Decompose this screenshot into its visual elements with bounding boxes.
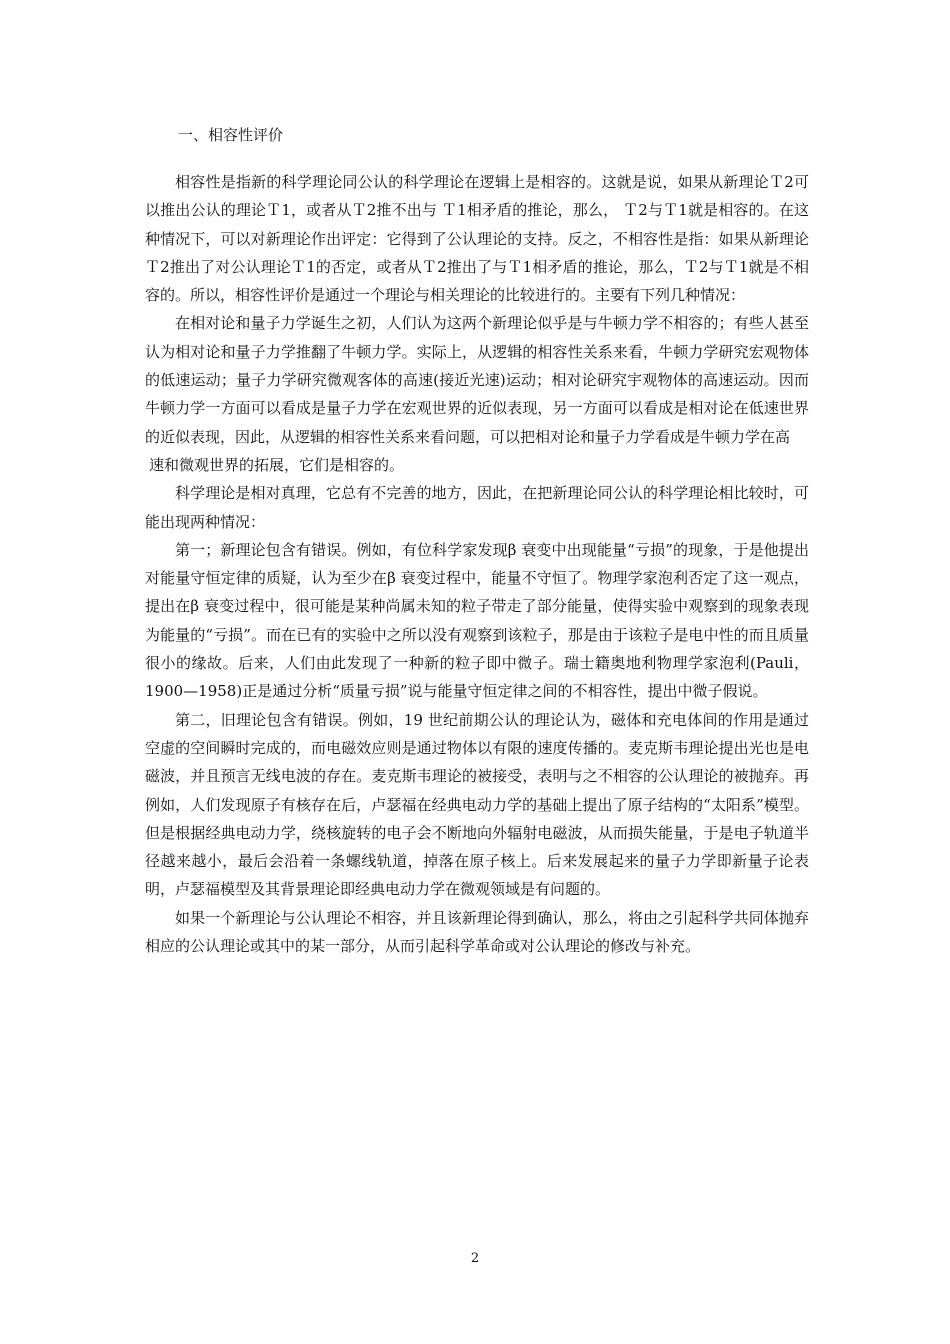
paragraph-case-two: 第二，旧理论包含有错误。例如，19 世纪前期公认的理论认为，磁体和充电体间的作用是通过空虚的空间瞬时完成的，而电磁效应则是通过物体以有限的速度传播的。麦克斯韦理论提出光也是电磁波，并且预言无线电波的存在。麦克斯韦理论的被接受，表明与之不相容的公认理论的被抛弃。再例如，人们发现原子有核存在后，卢瑟福在经典电动力学的基础上提出了原子结构的“太阳系”模型。但是根据经典电动力学，绕核旋转的电子会不断地向外辐射电磁波，从而损失能量，于是电子轨道半径越来越小，最后会沿着一条螺线轨道，掉落在原子核上。后来发展起来的量子力学即新量子论表明，卢瑟福模型及其背景理论即经典电动力学在微观领域是有问题的。 bbox=[145, 710, 809, 899]
paragraph-relativity-quantum: 在相对论和量子力学诞生之初，人们认为这两个新理论似乎是与牛顿力学不相容的；有些人甚至认为相对论和量子力学推翻了牛顿力学。实际上，从逻辑的相容性关系来看，牛顿力学研究宏观物体的低速运动；量子力学研究微观客体的高速(接近光速)运动；相对论研究宇观物体的高速运动。因而牛顿力学一方面可以看成是量子力学在宏观世界的近似表现，另一方面可以看成是相对论在低速世界的近似表现，因此，从逻辑的相容性关系来看问题，可以把相对论和量子力学看成是牛顿力学在高 bbox=[145, 314, 809, 446]
paragraph-compatibility-definition: 相容性是指新的科学理论同公认的科学理论在逻辑上是相容的。这就是说，如果从新理论Ｔ2可以推出公认的理论Ｔ1，或者从Ｔ2推不出与 Ｔ1相矛盾的推论，那么， Ｔ2与Ｔ1就是相容的。在这种情况下，可以对新理论作出评定：它得到了公认理论的支持。反之，不相容性是指：如果从新理论Ｔ2推出了对公认理论Ｔ1的否定，或者从Ｔ2推出了与Ｔ1相矛盾的推论，那么，Ｔ2与Ｔ1就是不相容的。所以，相容性评价是通过一个理论与相关理论的比较进行的。主要有下列几种情况： bbox=[145, 173, 809, 305]
section-heading: 一、相容性评价 bbox=[178, 126, 284, 144]
paragraph-continuation: 速和微观世界的拓展，它们是相容的。 bbox=[149, 455, 405, 474]
page-number: 2 bbox=[470, 1251, 480, 1266]
paragraph-conclusion: 如果一个新理论与公认理论不相容，并且该新理论得到确认，那么，将由之引起科学共同体抛弃相应的公认理论或其中的某一部分，从而引起科学革命或对公认理论的修改与补充。 bbox=[145, 908, 809, 956]
paragraph-two-cases: 科学理论是相对真理，它总有不完善的地方，因此，在把新理论同公认的科学理论相比较时，可能出现两种情况： bbox=[145, 484, 809, 531]
paragraph-case-one: 第一；新理论包含有错误。例如，有位科学家发现β 衰变中出现能量“亏损”的现象，于是他提出对能量守恒定律的质疑，认为至少在β 衰变过程中，能量不守恒了。物理学家泡利否定了这一观点，提出在β 衰变过程中，很可能是某种尚属未知的粒子带走了部分能量，使得实验中观察到的现象表现为能量的“亏损”。而在已有的实验中之所以没有观察到该粒子，那是由于该粒子是电中性的而且质量很小的缘故。后来，人们由此发现了一种新的粒子即中微子。瑞士籍奥地利物理学家泡利(Pauli， 1900—1958)正是通过分析“质量亏损”说与能量守恒定律之间的不相容性，提出中微子假说。 bbox=[145, 540, 809, 701]
body-text bbox=[145, 168, 809, 960]
